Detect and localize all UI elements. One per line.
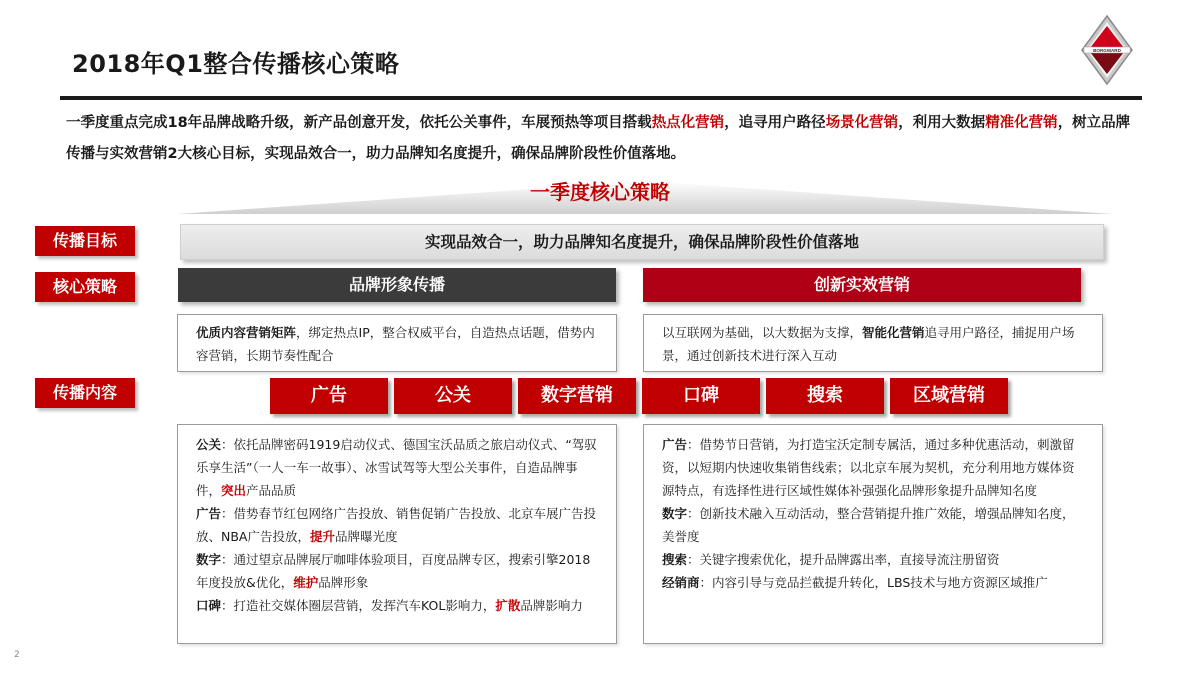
content-left-box [177,424,617,644]
content-right-digital: 数字：创新技术融入互动活动，整合营销提升推广效能，增强品牌知名度，美誉度 [662,506,1075,544]
strategy-right-desc: 以互联网为基础，以大数据为支撑，智能化营销追寻用户路径，捕捉用户场景，通过创新技术进行深入互动 [643,314,1103,372]
channel-search: 搜索 [766,378,884,414]
strategy-effective-marketing: 创新实效营销 [643,268,1081,302]
tag-core-strategy: 核心策略 [35,272,135,302]
tag-content: 传播内容 [35,378,135,408]
content-right-dealer: 经销商：内容引导与竞品拦截提升转化，LBS技术与地方资源区域推广 [662,575,1048,590]
content-right-search: 搜索：关键字搜索优化，提升品牌露出率，直接导流注册留资 [662,552,1000,567]
highlight-scenario: 场景化营销 [825,115,899,131]
header-divider [60,96,1142,100]
page-number: 2 [14,650,20,660]
channel-regional: 区域营销 [890,378,1008,414]
channel-digital: 数字营销 [518,378,636,414]
intro-paragraph: 一季度重点完成18年品牌战略升级，新产品创意开发，依托公关事件，车展预热等项目搭载热点化营销，追寻用户路径场景化营销，利用大数据精准化营销，树立品牌传播与实效营销2大核心目标，实现品效合一，助力品牌知名度提升，确保品牌阶段性价值落地。 [66,115,1131,162]
content-ad: 广告：借势春节红包网络广告投放、销售促销广告投放、北京车展广告投放、NBA广告投放，提升品牌曝光度 [196,506,597,544]
highlight-precision: 精准化营销 [985,115,1058,131]
content-digital: 数字：通过望京品牌展厅咖啡体验项目，百度品牌专区，搜索引擎2018年度投放&优化，维护品牌形象 [196,552,591,590]
goal-bar: 实现品效合一，助力品牌知名度提升，确保品牌阶段性价值落地 [180,224,1104,260]
borgward-logo [1080,14,1134,86]
tag-goal: 传播目标 [35,226,135,256]
content-right-ad: 广告：借势节日营销，为打造宝沃定制专属活，通过多种优惠活动，刺激留资，以短期内快速收集销售线索；以北京车展为契机，充分利用地方媒体资源特点，有选择性进行区域性媒体补强强化品牌形象提升品牌知名度 [662,437,1075,498]
channel-ad: 广告 [270,378,388,414]
page-title: 2018年Q1整合传播核心策略 [72,50,400,78]
highlight-hotspot: 热点化营销 [651,115,725,131]
channel-pr: 公关 [394,378,512,414]
logo-text: BORGWARD [1093,47,1121,53]
channel-wom: 口碑 [642,378,760,414]
strategy-title: 一季度核心策略 [530,180,670,204]
content-right-box [643,424,1103,644]
content-pr: 公关：依托品牌密码1919启动仪式、德国宝沃品质之旅启动仪式、“驾驭乐享生活”（一人一车一故事）、冰雪试驾等大型公关事件，自造品牌事件，突出产品品质 [196,437,597,498]
strategy-left-desc: 优质内容营销矩阵，绑定热点IP，整合权威平台，自造热点话题，借势内容营销，长期节奏性配合 [177,314,617,372]
strategy-brand-image: 品牌形象传播 [178,268,616,302]
content-wom: 口碑：打造社交媒体圈层营销，发挥汽车KOL影响力，扩散品牌影响力 [196,598,583,613]
